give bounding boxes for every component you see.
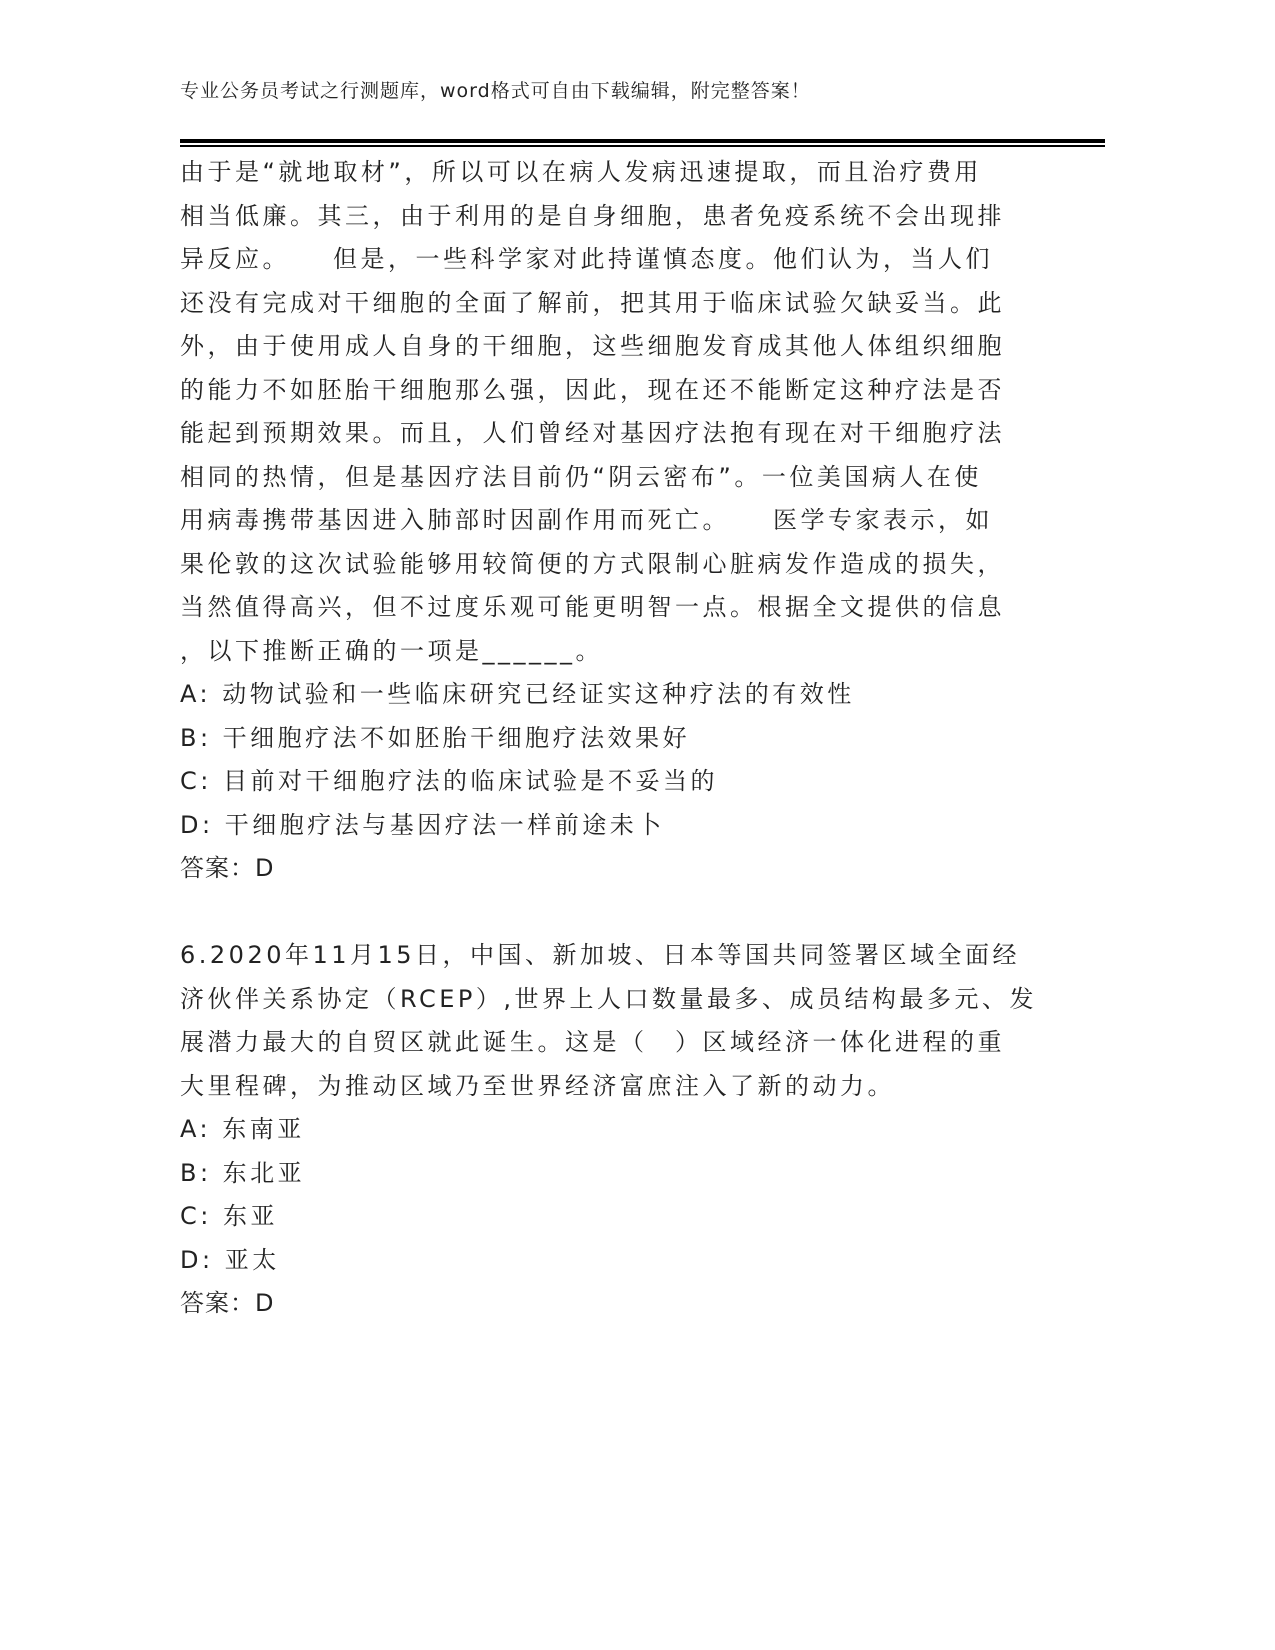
question-5-text-line: ，以下推断正确的一项是______。: [180, 636, 603, 665]
question-5-text-line: 的能力不如胚胎干细胞那么强，因此，现在还不能断定这种疗法是否: [180, 375, 1005, 404]
page-header: 专业公务员考试之行测题库，word格式可自由下载编辑，附完整答案！: [180, 80, 811, 102]
question-6-answer: 答案：D: [180, 1289, 275, 1317]
question-5-text-line: 果伦敦的这次试验能够用较简便的方式限制心脏病发作造成的损失，: [180, 549, 1005, 578]
question-6-option: C: 东亚: [180, 1202, 278, 1230]
question-5-text-line: 相当低廉。其三，由于利用的是自身细胞，患者免疫系统不会出现排: [180, 201, 1005, 230]
question-6-option: B: 东北亚: [180, 1158, 306, 1187]
question-6-text-line: 大里程碑，为推动区域乃至世界经济富庶注入了新的动力。: [180, 1071, 895, 1100]
question-6-option: D: 亚太: [180, 1245, 280, 1274]
question-5-option: B: 干细胞疗法不如胚胎干细胞疗法效果好: [180, 723, 691, 752]
question-6-option: A: 东南亚: [180, 1115, 305, 1143]
question-5-text-line: 异反应。 但是，一些科学家对此持谨慎态度。他们认为，当人们: [180, 245, 993, 273]
question-5-text-line: 当然值得高兴，但不过度乐观可能更明智一点。根据全文提供的信息: [180, 593, 1005, 621]
question-5-text-line: 由于是“就地取材”，所以可以在病人发病迅速提取，而且治疗费用: [180, 158, 982, 186]
question-6-text-line: 济伙伴关系协定（RCEP）,世界上人口数量最多、成员结构最多元、发: [180, 984, 1038, 1013]
question-5-text-line: 用病毒携带基因进入肺部时因副作用而死亡。 医学专家表示，如: [180, 506, 993, 534]
question-5-text-line: 能起到预期效果。而且，人们曾经对基因疗法抱有现在对干细胞疗法: [180, 419, 1005, 447]
question-5-text-line: 相同的热情，但是基因疗法目前仍“阴云密布”。一位美国病人在使: [180, 462, 982, 491]
question-5-option: D: 干细胞疗法与基因疗法一样前途未卜: [180, 810, 665, 839]
header-rule-thin: [180, 145, 1105, 147]
question-5-option: A: 动物试验和一些临床研究已经证实这种疗法的有效性: [180, 680, 855, 708]
question-5-text-line: 还没有完成对干细胞的全面了解前，把其用于临床试验欠缺妥当。此: [180, 288, 1005, 317]
question-5-answer: 答案：D: [180, 854, 275, 882]
question-5-text-line: 外，由于使用成人自身的干细胞，这些细胞发育成其他人体组织细胞: [180, 332, 1005, 360]
question-6-text-line: 6.2020年11月15日，中国、新加坡、日本等国共同签署区域全面经: [180, 941, 1021, 969]
header-rule-thick: [180, 139, 1105, 143]
question-5-option: C: 目前对干细胞疗法的临床试验是不妥当的: [180, 767, 718, 795]
question-6-text-line: 展潜力最大的自贸区就此诞生。这是（ ）区域经济一体化进程的重: [180, 1028, 1005, 1056]
